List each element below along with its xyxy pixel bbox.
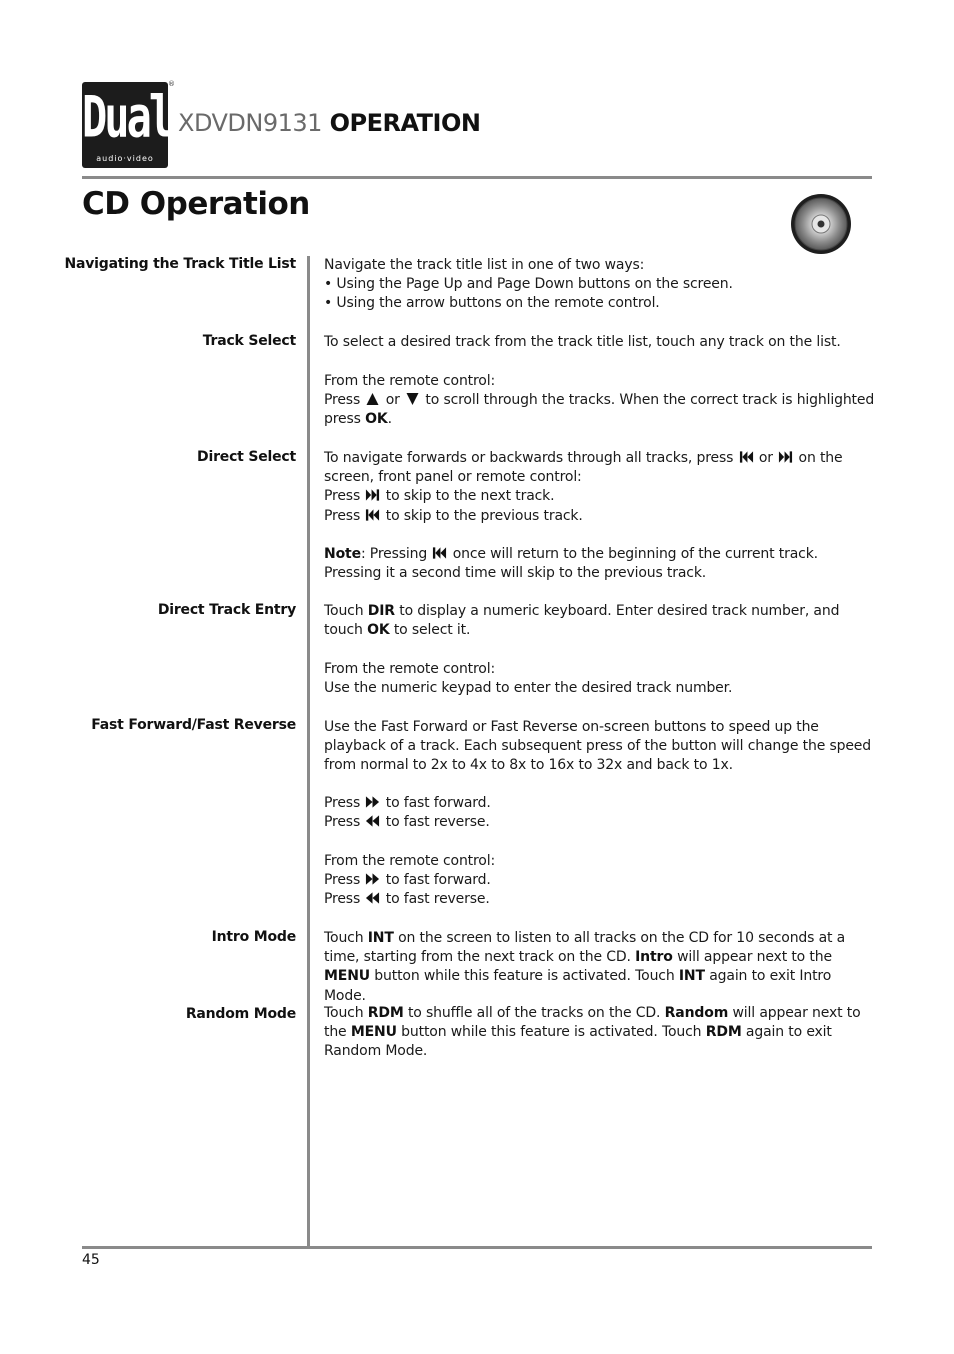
ff-rev-paragraph: Use the Fast Forward or Fast Reverse on-screen buttons to speed up the playback of a track. Each subsequent press of the button will change the speed from normal to 2x to 4x to 8x to 16x to 32x and back to 1x. <box>324 719 872 774</box>
ff-rev-remote-paragraph <box>324 852 876 910</box>
direct-entry-remote-paragraph <box>324 660 876 698</box>
intro-text-e: again to exit Intro Mode. <box>324 968 832 1004</box>
menu-keyword: MENU <box>350 1024 397 1041</box>
section-label-track-select: Track Select <box>202 333 296 349</box>
model-number: XDVDN9131 <box>178 109 322 137</box>
random-text-e: again to exit Random Mode. <box>324 1024 832 1060</box>
triangle-down-icon <box>405 392 420 406</box>
press-text: Press <box>324 872 361 889</box>
track-select-remote-line: From the remote control: <box>324 373 496 389</box>
ff-line <box>324 871 876 890</box>
press-text: Press <box>324 507 361 524</box>
note-text-a: : Pressing <box>360 546 428 562</box>
section-label-random-mode: Random Mode <box>185 1006 296 1022</box>
section-label-intro-mode: Intro Mode <box>211 929 296 945</box>
period-text: . <box>387 411 392 428</box>
ok-keyword: OK <box>367 622 390 639</box>
random-text-c: will appear next to the <box>324 1005 861 1041</box>
rdm-keyword: RDM <box>705 1024 742 1041</box>
int-keyword: INT <box>367 930 394 946</box>
section-label-fast-forward-reverse: Fast Forward/Fast Reverse <box>91 717 296 733</box>
top-rule <box>82 176 872 179</box>
press-text: Press <box>324 814 361 831</box>
page-title: CD Operation <box>82 186 310 222</box>
skip-next-text: to skip to the next track. <box>385 488 555 505</box>
select-it-text: to select it. <box>393 622 471 639</box>
intro-paragraph <box>324 929 876 1006</box>
fast-reverse-icon <box>365 814 380 828</box>
skip-prev-text: to skip to the previous track. <box>385 507 583 524</box>
direct-entry-text: to display a numeric keyboard. Enter desired track number, and touch <box>324 603 840 639</box>
cd-disc-icon <box>790 193 852 255</box>
nav-paragraph <box>324 256 876 314</box>
intro-text-b: on the screen to listen to all tracks on the CD for 10 seconds at a time, starting from the next track on the CD. <box>324 930 846 966</box>
direct-select-note <box>324 545 876 583</box>
nav-intro-line: Navigate the track title list in one of two ways: <box>324 257 645 273</box>
nav-bullet-arrows: • Using the arrow buttons on the remote control. <box>324 295 660 312</box>
page-number: 45 <box>82 1252 100 1268</box>
skip-next-line <box>324 487 876 506</box>
skip-previous-icon <box>739 450 754 464</box>
skip-prev-line <box>324 507 876 526</box>
header-operation: OPERATION <box>329 109 481 137</box>
direct-entry-keypad-line: Use the numeric keypad to enter the desired track number. <box>324 680 733 697</box>
menu-keyword: MENU <box>324 968 370 985</box>
random-text-b: to shuffle all of the tracks on the CD. <box>407 1005 661 1021</box>
direct-select-text-a: To navigate forwards or backwards through all tracks, press <box>324 450 734 466</box>
scroll-text: to scroll through the tracks. When the correct track is highlighted press <box>324 392 875 428</box>
press-text: Press <box>324 795 361 811</box>
rew-line <box>324 890 876 909</box>
rew-text: to fast reverse. <box>385 814 490 831</box>
fast-forward-icon <box>365 872 380 886</box>
press-text: Press <box>324 891 361 908</box>
fast-reverse-icon <box>365 891 380 905</box>
ff-text: to fast forward. <box>385 795 491 811</box>
intro-keyword: Intro <box>635 949 673 966</box>
note-text-b: once will return to the beginning of the current track. Pressing it a second time will skip to the previous track. <box>324 546 818 582</box>
intro-text-c: will appear next to the <box>677 949 832 966</box>
int-keyword: INT <box>678 968 705 985</box>
note-label: Note <box>324 546 361 562</box>
skip-next-icon <box>778 450 793 464</box>
section-label-navigating: Navigating the Track Title List <box>64 256 296 272</box>
direct-entry-remote-line: From the remote control: <box>324 661 496 677</box>
ff-rev-remote-line: From the remote control: <box>324 853 496 869</box>
track-select-press-line <box>324 391 876 429</box>
ok-keyword: OK <box>365 411 388 428</box>
skip-next-icon <box>365 488 380 502</box>
or-text: or <box>385 392 400 409</box>
nav-bullet-page: • Using the Page Up and Page Down buttons on the screen. <box>324 276 733 293</box>
column-divider <box>307 256 310 1248</box>
dir-keyword: DIR <box>367 603 395 619</box>
touch-text: Touch <box>324 603 364 619</box>
ff-line <box>324 794 876 813</box>
direct-select-text-b: on the screen, front panel or remote control: <box>324 450 843 486</box>
press-text: Press <box>324 392 361 409</box>
random-paragraph <box>324 1004 876 1062</box>
logo-wordmark: Dual <box>82 83 172 151</box>
press-text: Press <box>324 488 361 505</box>
touch-text: Touch <box>324 930 364 946</box>
header-title <box>178 106 480 140</box>
brand-logo <box>82 82 172 168</box>
track-select-remote-paragraph <box>324 372 876 430</box>
random-keyword: Random <box>664 1005 729 1021</box>
section-label-direct-track-entry: Direct Track Entry <box>157 602 296 618</box>
fast-forward-icon <box>365 795 380 809</box>
ff-text: to fast forward. <box>385 872 491 889</box>
rew-text: to fast reverse. <box>385 891 490 908</box>
random-text-d: button while this feature is activated. Touch <box>401 1024 702 1041</box>
logo-tagline: audio·video <box>96 154 154 163</box>
direct-select-paragraph <box>324 449 876 526</box>
skip-previous-icon <box>432 546 447 560</box>
triangle-up-icon <box>365 392 380 406</box>
direct-select-intro <box>324 449 876 487</box>
skip-previous-icon <box>365 508 380 522</box>
bottom-rule <box>82 1246 872 1249</box>
touch-text: Touch <box>324 1005 364 1021</box>
registered-mark: ® <box>168 80 175 88</box>
section-label-direct-select: Direct Select <box>197 449 296 465</box>
ff-rev-press-paragraph <box>324 794 876 832</box>
rew-line <box>324 813 876 832</box>
track-select-paragraph: To select a desired track from the track title list, touch any track on the list. <box>324 334 841 350</box>
direct-entry-paragraph <box>324 602 876 640</box>
or-text: or <box>758 450 773 466</box>
rdm-keyword: RDM <box>367 1005 404 1021</box>
intro-text-d: button while this feature is activated. Touch <box>374 968 675 985</box>
